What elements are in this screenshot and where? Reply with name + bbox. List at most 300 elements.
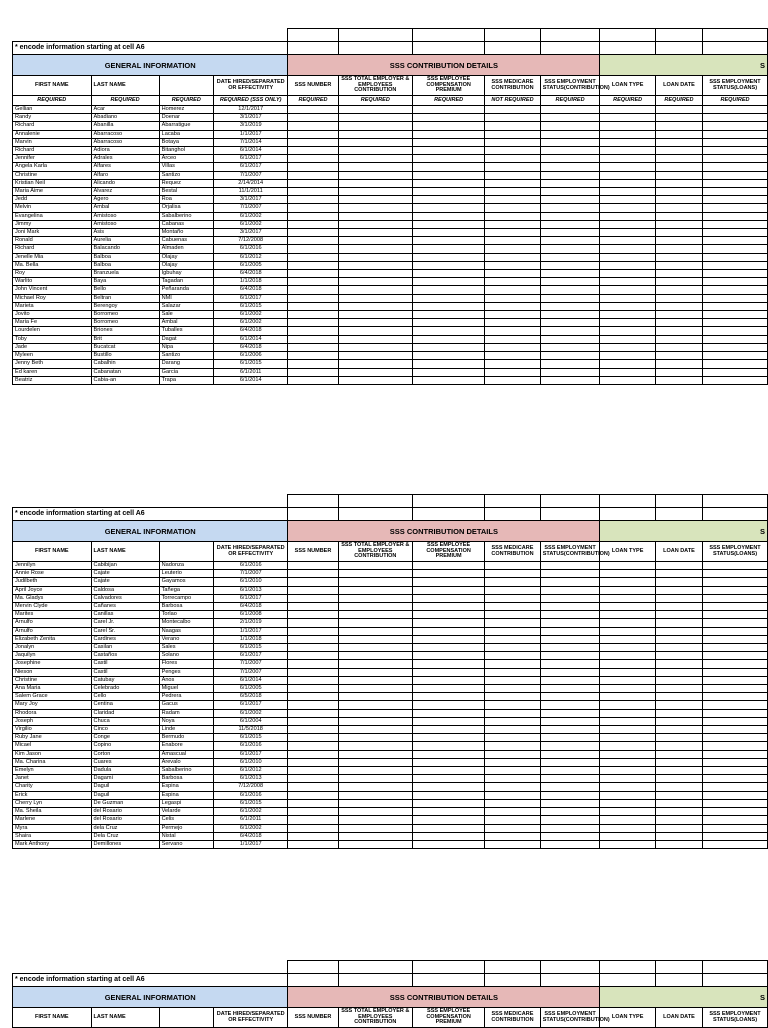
middle-name-cell[interactable]: Trapa (159, 376, 213, 384)
empty-cell[interactable] (655, 603, 702, 611)
empty-cell[interactable] (485, 824, 540, 832)
empty-cell[interactable] (485, 253, 540, 261)
empty-cell[interactable] (655, 106, 702, 114)
empty-cell[interactable] (655, 832, 702, 840)
empty-cell[interactable] (485, 286, 540, 294)
empty-cell[interactable] (702, 327, 767, 335)
empty-cell[interactable] (288, 791, 338, 799)
middle-name-cell[interactable]: Miguel (159, 685, 213, 693)
empty-cell[interactable] (655, 570, 702, 578)
empty-cell[interactable] (702, 163, 767, 171)
last-name-cell[interactable]: dela Cruz (91, 824, 159, 832)
middle-name-cell[interactable]: Salazar (159, 302, 213, 310)
last-name-cell[interactable]: Cajate (91, 578, 159, 586)
empty-cell[interactable] (288, 163, 338, 171)
empty-cell[interactable] (702, 709, 767, 717)
middle-name-cell[interactable]: Tañega (159, 586, 213, 594)
empty-cell[interactable] (702, 775, 767, 783)
date-cell[interactable]: 2/14/2014 (214, 179, 288, 187)
empty-cell[interactable] (655, 327, 702, 335)
date-cell[interactable]: 3/1/2019 (214, 122, 288, 130)
grid-cell[interactable] (600, 29, 655, 42)
empty-cell[interactable] (288, 311, 338, 319)
date-cell[interactable]: 6/1/2017 (214, 163, 288, 171)
date-cell[interactable]: 1/1/2018 (214, 278, 288, 286)
empty-cell[interactable] (540, 360, 600, 368)
empty-cell[interactable] (702, 676, 767, 684)
grid-cell[interactable] (702, 42, 767, 55)
empty-cell[interactable] (288, 726, 338, 734)
last-name-cell[interactable]: Castaños (91, 652, 159, 660)
empty-cell[interactable] (412, 767, 484, 775)
empty-cell[interactable] (485, 335, 540, 343)
empty-cell[interactable] (600, 114, 655, 122)
empty-cell[interactable] (485, 237, 540, 245)
empty-cell[interactable] (485, 204, 540, 212)
first-name-cell[interactable]: Micael (13, 742, 92, 750)
date-cell[interactable]: 7/1/2007 (214, 204, 288, 212)
empty-cell[interactable] (540, 302, 600, 310)
grid-cell[interactable] (600, 495, 655, 508)
empty-cell[interactable] (702, 824, 767, 832)
empty-cell[interactable] (655, 816, 702, 824)
first-name-cell[interactable]: Janet (13, 775, 92, 783)
empty-cell[interactable] (655, 261, 702, 269)
date-cell[interactable]: 6/1/2012 (214, 253, 288, 261)
empty-cell[interactable] (412, 229, 484, 237)
date-cell[interactable]: 7/12/2008 (214, 237, 288, 245)
empty-cell[interactable] (485, 368, 540, 376)
date-cell[interactable]: 6/1/2017 (214, 155, 288, 163)
empty-cell[interactable] (338, 311, 412, 319)
last-name-cell[interactable]: del Rosario (91, 816, 159, 824)
empty-cell[interactable] (655, 668, 702, 676)
first-name-cell[interactable]: Marlene (13, 816, 92, 824)
grid-cell[interactable] (338, 495, 412, 508)
empty-cell[interactable] (485, 750, 540, 758)
middle-name-cell[interactable]: Olajay (159, 261, 213, 269)
empty-cell[interactable] (540, 352, 600, 360)
empty-cell[interactable] (338, 660, 412, 668)
empty-cell[interactable] (600, 603, 655, 611)
empty-cell[interactable] (338, 360, 412, 368)
empty-cell[interactable] (655, 635, 702, 643)
middle-name-cell[interactable]: Verano (159, 635, 213, 643)
empty-cell[interactable] (540, 652, 600, 660)
empty-cell[interactable] (412, 750, 484, 758)
empty-cell[interactable] (485, 635, 540, 643)
empty-cell[interactable] (702, 799, 767, 807)
empty-cell[interactable] (702, 376, 767, 384)
empty-cell[interactable] (288, 734, 338, 742)
empty-cell[interactable] (600, 319, 655, 327)
empty-cell[interactable] (412, 368, 484, 376)
date-cell[interactable]: 1/1/2017 (214, 627, 288, 635)
empty-cell[interactable] (655, 270, 702, 278)
date-cell[interactable]: 6/1/2013 (214, 586, 288, 594)
empty-cell[interactable] (338, 783, 412, 791)
date-cell[interactable]: 6/1/2002 (214, 212, 288, 220)
empty-cell[interactable] (702, 122, 767, 130)
empty-cell[interactable] (702, 270, 767, 278)
empty-cell[interactable] (540, 586, 600, 594)
empty-cell[interactable] (412, 261, 484, 269)
empty-cell[interactable] (540, 791, 600, 799)
empty-cell[interactable] (655, 286, 702, 294)
middle-name-cell[interactable]: Leuterio (159, 570, 213, 578)
empty-cell[interactable] (600, 840, 655, 848)
last-name-cell[interactable]: Bello (91, 286, 159, 294)
empty-cell[interactable] (412, 106, 484, 114)
last-name-cell[interactable]: De Guzman (91, 799, 159, 807)
last-name-cell[interactable]: Dagami (91, 775, 159, 783)
empty-cell[interactable] (540, 122, 600, 130)
empty-cell[interactable] (412, 627, 484, 635)
empty-cell[interactable] (702, 685, 767, 693)
first-name-cell[interactable]: Ana Maria (13, 685, 92, 693)
empty-cell[interactable] (485, 644, 540, 652)
grid-cell[interactable] (540, 974, 600, 987)
middle-name-cell[interactable]: Amascual (159, 750, 213, 758)
first-name-cell[interactable]: Randy (13, 114, 92, 122)
empty-cell[interactable] (702, 237, 767, 245)
empty-cell[interactable] (485, 376, 540, 384)
empty-cell[interactable] (702, 220, 767, 228)
first-name-cell[interactable]: Ma. Sheila (13, 808, 92, 816)
empty-cell[interactable] (540, 196, 600, 204)
empty-cell[interactable] (338, 603, 412, 611)
empty-cell[interactable] (600, 693, 655, 701)
empty-cell[interactable] (485, 668, 540, 676)
empty-cell[interactable] (600, 155, 655, 163)
empty-cell[interactable] (540, 294, 600, 302)
empty-cell[interactable] (702, 212, 767, 220)
grid-cell[interactable] (702, 974, 767, 987)
empty-cell[interactable] (412, 245, 484, 253)
empty-cell[interactable] (338, 775, 412, 783)
middle-name-cell[interactable]: Sabalberino (159, 767, 213, 775)
empty-cell[interactable] (485, 302, 540, 310)
empty-cell[interactable] (540, 799, 600, 807)
empty-cell[interactable] (702, 742, 767, 750)
grid-cell[interactable] (655, 961, 702, 974)
empty-cell[interactable] (540, 253, 600, 261)
empty-cell[interactable] (338, 717, 412, 725)
empty-cell[interactable] (338, 840, 412, 848)
empty-cell[interactable] (702, 750, 767, 758)
empty-cell[interactable] (288, 758, 338, 766)
grid-cell[interactable] (702, 508, 767, 521)
last-name-cell[interactable]: Calvadores (91, 594, 159, 602)
empty-cell[interactable] (412, 799, 484, 807)
empty-cell[interactable] (702, 352, 767, 360)
middle-name-cell[interactable]: Igbuhay (159, 270, 213, 278)
middle-name-cell[interactable]: Peñaranda (159, 286, 213, 294)
first-name-cell[interactable]: Jedd (13, 196, 92, 204)
empty-cell[interactable] (288, 327, 338, 335)
empty-cell[interactable] (412, 676, 484, 684)
date-cell[interactable]: 6/1/2014 (214, 676, 288, 684)
last-name-cell[interactable]: Alicando (91, 179, 159, 187)
date-cell[interactable]: 6/1/2017 (214, 594, 288, 602)
empty-cell[interactable] (702, 368, 767, 376)
grid-cell[interactable] (485, 974, 540, 987)
empty-cell[interactable] (655, 188, 702, 196)
empty-cell[interactable] (540, 660, 600, 668)
empty-cell[interactable] (485, 114, 540, 122)
empty-cell[interactable] (412, 775, 484, 783)
empty-cell[interactable] (655, 676, 702, 684)
empty-cell[interactable] (540, 155, 600, 163)
empty-cell[interactable] (485, 586, 540, 594)
empty-cell[interactable] (485, 352, 540, 360)
date-cell[interactable]: 7/1/2014 (214, 138, 288, 146)
empty-cell[interactable] (655, 196, 702, 204)
date-cell[interactable]: 6/1/2014 (214, 147, 288, 155)
last-name-cell[interactable]: Cabia-an (91, 376, 159, 384)
middle-name-cell[interactable]: Radam (159, 709, 213, 717)
empty-cell[interactable] (412, 709, 484, 717)
empty-cell[interactable] (600, 635, 655, 643)
empty-cell[interactable] (702, 791, 767, 799)
empty-cell[interactable] (655, 368, 702, 376)
grid-cell[interactable] (338, 42, 412, 55)
empty-cell[interactable] (600, 758, 655, 766)
empty-cell[interactable] (600, 717, 655, 725)
empty-cell[interactable] (600, 204, 655, 212)
first-name-cell[interactable]: Joni Mark (13, 229, 92, 237)
last-name-cell[interactable]: Cuares (91, 758, 159, 766)
empty-cell[interactable] (702, 578, 767, 586)
empty-cell[interactable] (412, 122, 484, 130)
empty-cell[interactable] (412, 840, 484, 848)
first-name-cell[interactable]: Jaquilyn (13, 652, 92, 660)
empty-cell[interactable] (338, 832, 412, 840)
empty-cell[interactable] (412, 286, 484, 294)
empty-cell[interactable] (702, 302, 767, 310)
empty-cell[interactable] (702, 726, 767, 734)
empty-cell[interactable] (338, 270, 412, 278)
grid-cell[interactable] (288, 495, 338, 508)
grid-cell[interactable] (288, 974, 338, 987)
grid-cell[interactable] (485, 508, 540, 521)
empty-cell[interactable] (338, 562, 412, 570)
first-name-cell[interactable]: Melvin (13, 204, 92, 212)
empty-cell[interactable] (288, 229, 338, 237)
first-name-cell[interactable]: Arnulfo (13, 627, 92, 635)
empty-cell[interactable] (655, 775, 702, 783)
last-name-cell[interactable]: Celebrado (91, 685, 159, 693)
empty-cell[interactable] (412, 294, 484, 302)
first-name-cell[interactable]: Lourdelen (13, 327, 92, 335)
empty-cell[interactable] (540, 319, 600, 327)
empty-cell[interactable] (600, 294, 655, 302)
empty-cell[interactable] (288, 693, 338, 701)
empty-cell[interactable] (540, 171, 600, 179)
empty-cell[interactable] (338, 799, 412, 807)
empty-cell[interactable] (485, 685, 540, 693)
empty-cell[interactable] (338, 668, 412, 676)
empty-cell[interactable] (600, 179, 655, 187)
date-cell[interactable]: 11/1/2011 (214, 188, 288, 196)
last-name-cell[interactable]: Cabalhin (91, 360, 159, 368)
empty-cell[interactable] (600, 376, 655, 384)
empty-cell[interactable] (600, 685, 655, 693)
empty-cell[interactable] (702, 594, 767, 602)
empty-cell[interactable] (540, 220, 600, 228)
last-name-cell[interactable]: Abarracoso (91, 130, 159, 138)
empty-cell[interactable] (288, 750, 338, 758)
empty-cell[interactable] (288, 808, 338, 816)
empty-cell[interactable] (338, 196, 412, 204)
middle-name-cell[interactable]: Sales (159, 644, 213, 652)
first-name-cell[interactable]: Maria Fe (13, 319, 92, 327)
empty-cell[interactable] (655, 171, 702, 179)
empty-cell[interactable] (338, 163, 412, 171)
empty-cell[interactable] (288, 138, 338, 146)
empty-cell[interactable] (412, 319, 484, 327)
last-name-cell[interactable]: Balboa (91, 253, 159, 261)
empty-cell[interactable] (412, 619, 484, 627)
empty-cell[interactable] (600, 742, 655, 750)
date-cell[interactable]: 6/4/2018 (214, 270, 288, 278)
empty-cell[interactable] (338, 229, 412, 237)
empty-cell[interactable] (412, 130, 484, 138)
first-name-cell[interactable]: Mark Anthony (13, 840, 92, 848)
empty-cell[interactable] (412, 270, 484, 278)
empty-cell[interactable] (540, 204, 600, 212)
empty-cell[interactable] (600, 302, 655, 310)
empty-cell[interactable] (540, 229, 600, 237)
empty-cell[interactable] (288, 652, 338, 660)
empty-cell[interactable] (540, 627, 600, 635)
empty-cell[interactable] (485, 122, 540, 130)
grid-cell[interactable] (600, 508, 655, 521)
first-name-cell[interactable]: Jennifer (13, 155, 92, 163)
empty-cell[interactable] (655, 808, 702, 816)
middle-name-cell[interactable]: Lacaba (159, 130, 213, 138)
empty-cell[interactable] (338, 578, 412, 586)
empty-cell[interactable] (485, 611, 540, 619)
empty-cell[interactable] (600, 750, 655, 758)
empty-cell[interactable] (485, 652, 540, 660)
empty-cell[interactable] (338, 220, 412, 228)
empty-cell[interactable] (540, 376, 600, 384)
empty-cell[interactable] (540, 603, 600, 611)
empty-cell[interactable] (485, 196, 540, 204)
grid-cell[interactable] (412, 974, 484, 987)
empty-cell[interactable] (600, 237, 655, 245)
empty-cell[interactable] (655, 578, 702, 586)
grid-cell[interactable] (600, 42, 655, 55)
empty-cell[interactable] (655, 138, 702, 146)
empty-cell[interactable] (702, 138, 767, 146)
last-name-cell[interactable]: Cardines (91, 635, 159, 643)
middle-name-cell[interactable]: Botaya (159, 138, 213, 146)
empty-cell[interactable] (288, 106, 338, 114)
empty-cell[interactable] (412, 212, 484, 220)
first-name-cell[interactable]: Christine (13, 171, 92, 179)
empty-cell[interactable] (412, 147, 484, 155)
empty-cell[interactable] (288, 603, 338, 611)
empty-cell[interactable] (485, 188, 540, 196)
first-name-cell[interactable]: Charity (13, 783, 92, 791)
empty-cell[interactable] (485, 783, 540, 791)
date-cell[interactable]: 1/1/2017 (214, 840, 288, 848)
first-name-cell[interactable]: Michael Roy (13, 294, 92, 302)
empty-cell[interactable] (412, 660, 484, 668)
empty-cell[interactable] (485, 816, 540, 824)
empty-cell[interactable] (485, 840, 540, 848)
grid-cell[interactable] (412, 495, 484, 508)
empty-cell[interactable] (288, 701, 338, 709)
empty-cell[interactable] (338, 635, 412, 643)
empty-cell[interactable] (540, 327, 600, 335)
empty-cell[interactable] (655, 824, 702, 832)
empty-cell[interactable] (485, 220, 540, 228)
first-name-cell[interactable]: Marites (13, 611, 92, 619)
empty-cell[interactable] (338, 586, 412, 594)
empty-cell[interactable] (655, 685, 702, 693)
empty-cell[interactable] (540, 783, 600, 791)
date-cell[interactable]: 12/1/2017 (214, 106, 288, 114)
empty-cell[interactable] (485, 775, 540, 783)
empty-cell[interactable] (412, 188, 484, 196)
empty-cell[interactable] (702, 734, 767, 742)
empty-cell[interactable] (288, 709, 338, 717)
last-name-cell[interactable]: Aurelia (91, 237, 159, 245)
middle-name-cell[interactable]: Barbosa (159, 603, 213, 611)
last-name-cell[interactable]: Beltran (91, 294, 159, 302)
empty-cell[interactable] (540, 311, 600, 319)
empty-cell[interactable] (288, 742, 338, 750)
empty-cell[interactable] (655, 155, 702, 163)
date-cell[interactable]: 6/1/2014 (214, 335, 288, 343)
empty-cell[interactable] (485, 832, 540, 840)
empty-cell[interactable] (288, 611, 338, 619)
empty-cell[interactable] (655, 750, 702, 758)
empty-cell[interactable] (485, 594, 540, 602)
empty-cell[interactable] (288, 286, 338, 294)
date-cell[interactable]: 6/1/2010 (214, 578, 288, 586)
empty-cell[interactable] (338, 106, 412, 114)
grid-cell[interactable] (288, 29, 338, 42)
empty-cell[interactable] (412, 668, 484, 676)
empty-cell[interactable] (655, 311, 702, 319)
empty-cell[interactable] (702, 816, 767, 824)
middle-name-cell[interactable]: Barbosa (159, 775, 213, 783)
empty-cell[interactable] (338, 171, 412, 179)
last-name-cell[interactable]: Demillones (91, 840, 159, 848)
empty-cell[interactable] (485, 294, 540, 302)
empty-cell[interactable] (600, 562, 655, 570)
empty-cell[interactable] (600, 253, 655, 261)
empty-cell[interactable] (702, 767, 767, 775)
grid-cell[interactable] (702, 495, 767, 508)
last-name-cell[interactable]: Berengoy (91, 302, 159, 310)
empty-cell[interactable] (338, 122, 412, 130)
empty-cell[interactable] (600, 261, 655, 269)
date-cell[interactable]: 6/1/2017 (214, 701, 288, 709)
middle-name-cell[interactable]: Solano (159, 652, 213, 660)
empty-cell[interactable] (540, 750, 600, 758)
empty-cell[interactable] (540, 832, 600, 840)
empty-cell[interactable] (338, 570, 412, 578)
grid-cell[interactable] (338, 508, 412, 521)
empty-cell[interactable] (485, 311, 540, 319)
empty-cell[interactable] (288, 335, 338, 343)
empty-cell[interactable] (288, 799, 338, 807)
